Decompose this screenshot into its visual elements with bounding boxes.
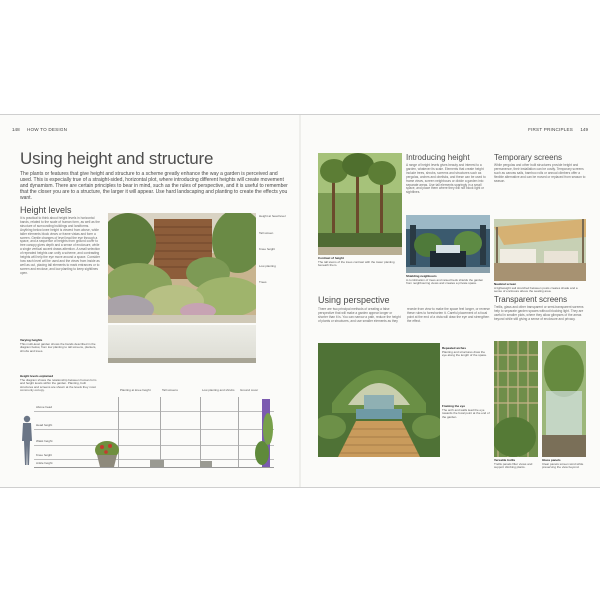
transparent-screens-body: Trellis, glass and other transparent or semi-transparent screens help to separate garden spaces without blocking light. They are useful in smaller plots, where they allow glimpses of the areas beyond while still giving a sense of enclosure and privacy.: [494, 305, 584, 321]
neighbours-text: A combination of trees and raised beds shields the garden from neighbouring views and creates a private space.: [406, 277, 484, 286]
neighbours-caption: [406, 275, 490, 286]
ground-line: [34, 467, 274, 468]
level-label-5: Ankle height: [36, 461, 53, 465]
trellis-art: [494, 341, 538, 457]
diagram-label-1: Planting at knee height: [120, 388, 151, 392]
diagram-marker-2: [160, 397, 161, 467]
trellis-photo: [494, 341, 538, 457]
left-page-number: 148: [12, 127, 20, 132]
contrast-title: Contrast of height: [318, 256, 344, 260]
perspective-title: Framing the eye: [442, 404, 466, 408]
perspective-caption: [442, 405, 490, 419]
level-label-2: Head height: [36, 423, 53, 427]
planter-icon: [92, 441, 122, 467]
diagram-caption: [20, 375, 98, 393]
arch-garden-photo: [318, 343, 440, 457]
diagram-text: The diagram shows the relationship between human form and height levels within the garden. Planting, built structures and screens are shown at the levels they most commonly occupy.: [20, 377, 97, 393]
height-levels-body: It is practical to think about height levels in horizontal bands, related to the scale of human form, as well as the structure of surrounding buildings and landforms. Anything below knee height is viewed from above, while taller elements block views or frame vistas and form a screen. Gentle changes of level lead the eye through a space, and a sequence of heights from ground cover to tree canopy gives depth and a sense of enclosure, while a single vertical accent draws attention. A small selection of repeated heights can unify a scheme, and contrasting heights will help the eye move around a space. Consider how each level will be used and the views from inside as well as out, placing tall elements to mark entrances or to screen and enclose, and low planting to keep sightlines open.: [20, 216, 101, 275]
contrast-text: The tall stems of the trees contrast with the lower planting beneath them.: [318, 259, 395, 268]
right-page-number: 149: [580, 127, 588, 132]
left-section-name: HOW TO DESIGN: [26, 127, 68, 132]
glass-caption: [542, 459, 586, 470]
diagram-marker-4: [238, 397, 239, 467]
right-page-header: [528, 127, 588, 132]
sail-caption: [494, 283, 586, 294]
diagram-label-3: Low planting and shrubs: [202, 388, 235, 392]
sail-screen-art: [494, 219, 586, 281]
sail-screen-photo: [494, 219, 586, 281]
annotation-2: Tall screen: [259, 230, 274, 235]
glass-title: Glass panels: [542, 458, 561, 462]
book-spread: [0, 114, 600, 488]
diagram-label-4: Ground cover: [240, 388, 259, 392]
night-garden-art: [406, 215, 490, 273]
annotation-4: Low planting: [259, 263, 276, 268]
temporary-screens-heading: Temporary screens: [494, 153, 563, 162]
trees-photo-art: [318, 153, 402, 255]
page-gutter: [299, 115, 301, 487]
using-perspective-heading: Using perspective: [318, 295, 390, 305]
introducing-height-heading: Introducing height: [406, 153, 470, 162]
trellis-text: Trellis panels filter views and support climbing plants.: [494, 461, 533, 470]
right-section-name: FIRST PRINCIPLES: [528, 127, 574, 132]
diagram-title: Height levels explained: [20, 374, 54, 378]
introducing-height-body: A range of height levels gives beauty and interest to a garden, whatever its scale. Elements that create height include trees, shrubs, screens and structures such as pergolas, arches and obelisks, and these can be used to frame views, screen neighbours or divide a garden into separate areas. Use tall elements sparingly in a small space, and place them where they will not block light or sightlines.: [406, 163, 486, 195]
left-page-header: [12, 127, 67, 132]
trellis-caption: [494, 459, 538, 470]
temporary-screens-body: While pergolas and other built structures provide height and permanence, their installation can be costly. Temporary screens such as canvas sails, bamboo rolls or annual climbers offer a flexible alternative and can be moved or replaced from season to season.: [494, 163, 586, 183]
human-silhouette-icon: [20, 415, 34, 467]
repeated-arches-caption: [442, 347, 490, 358]
arches-text: Planting and structures draw the eye along the length of the space.: [442, 349, 488, 358]
photo-annotations: [259, 215, 293, 285]
annotation-3: Knee height: [259, 247, 276, 252]
annotation-1: Height at head level: [259, 214, 286, 218]
diagram-marker-3: [200, 397, 201, 467]
garden-photo: [108, 213, 256, 323]
perspective-text: The arch and walls lead the eye towards the focal point at the end of the garden.: [442, 407, 490, 419]
annotation-5: Trees: [259, 280, 267, 285]
lead-paragraph: The plants or features that give height and structure to a scheme greatly enhance the way a garden is perceived and used. This is especially true of a straight-sided, horizontal plot, where introducing different heights will create movement and dynamism. There are certain principles to bear in mind, such as the rules of perspective, and it is useful to remember that the closer you are to a structure, the larger it will appear. Use hard landscaping and planting to create the effects you want.: [20, 171, 288, 202]
contrast-caption: [318, 257, 402, 268]
night-garden-photo: [406, 215, 490, 273]
neighbours-title: Shielding neighbours: [406, 274, 437, 278]
using-perspective-body: There are two principal methods of creating a false perspective that will make a garden appear longer or shorter than it is. You can narrow a path, reduce the height of plants or structures, and use smaller elements as they recede from view to make the space feel longer, or reverse these rules to foreshorten it. Careful placement of a focal point at the end of a vista will draw the eye and strengthen the effect.: [318, 307, 490, 323]
level-label-4: Knee height: [36, 453, 53, 457]
sail-text: A lightweight sail stretched between posts creates shade and a sense of enclosure above the seating area.: [494, 285, 578, 294]
arch-garden-art: [318, 343, 440, 457]
level-label-3: Waist height: [36, 439, 53, 443]
climber-icon: [254, 407, 276, 467]
varying-heights-text: This multi-level garden shows the bands described in the diagram below, from low planting to tall screens, planters, shrubs and trees.: [20, 341, 97, 353]
varying-heights-title: Varying heights: [20, 338, 43, 342]
transparent-screens-heading: Transparent screens: [494, 295, 568, 304]
varying-heights-caption: [20, 339, 98, 353]
level-label-1: Above head: [36, 405, 53, 409]
glass-art: [542, 341, 586, 457]
garden-photo-art: [108, 213, 256, 323]
bench-2: [200, 461, 212, 467]
trees-photo: [318, 153, 402, 255]
glass-text: Clear panels screen wind while preserving the view beyond.: [542, 461, 584, 470]
height-levels-heading: Height levels: [20, 205, 72, 215]
trellis-title: Versatile trellis: [494, 458, 516, 462]
bench-1: [150, 460, 164, 467]
sail-title: Nautical screen: [494, 282, 517, 286]
arches-title: Repeated arches: [442, 346, 467, 350]
diagram-label-2: Tall screens: [162, 388, 178, 392]
wall-panel-photo: [108, 325, 256, 363]
glass-photo: [542, 341, 586, 457]
page-title: Using height and structure: [20, 149, 214, 168]
